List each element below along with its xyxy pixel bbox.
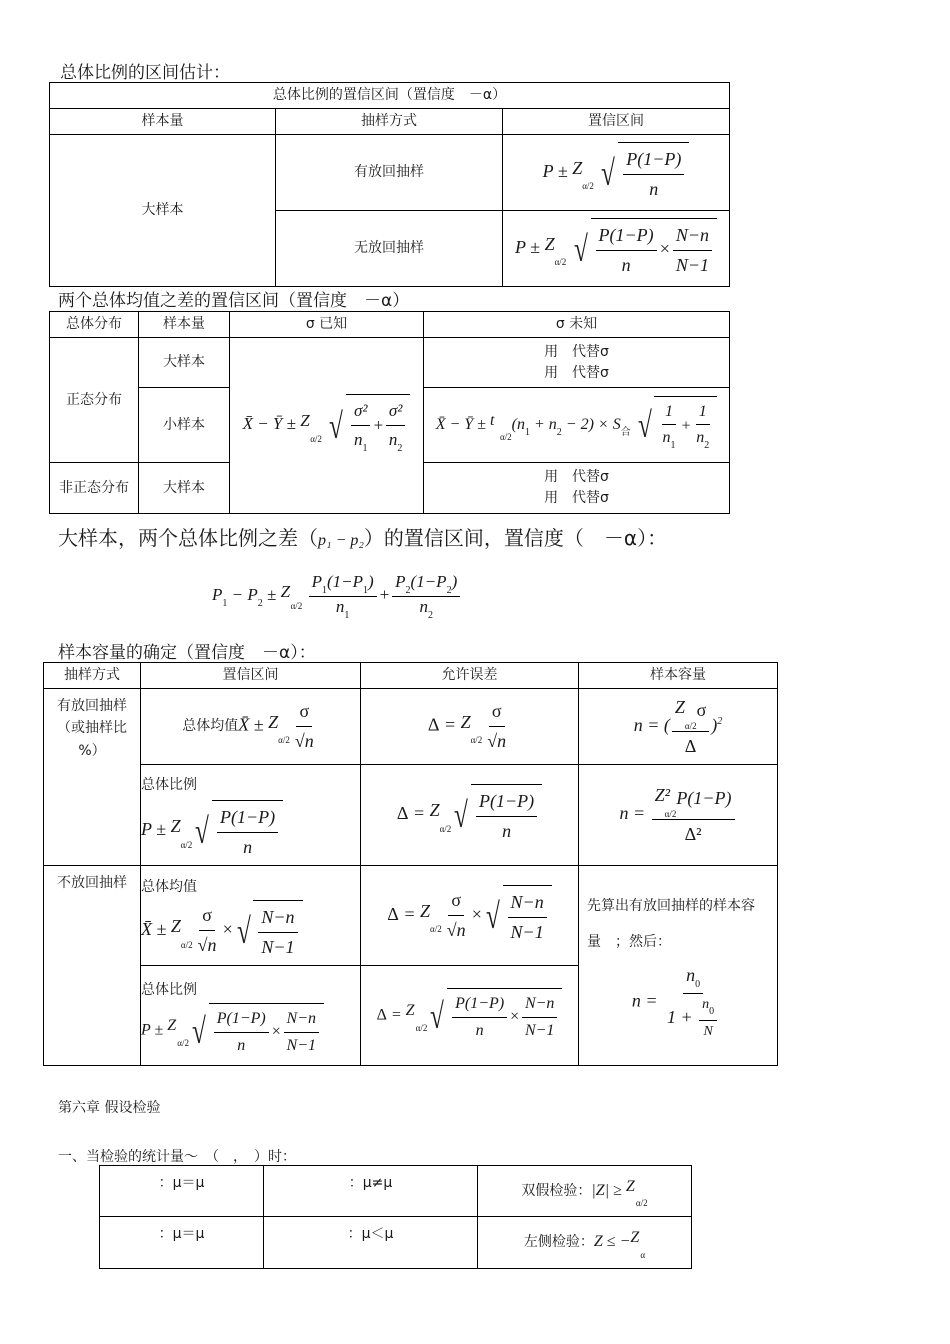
section2-title: 两个总体均值之差的置信区间（置信度 －α） [58,291,410,311]
formula-prop-diff: $P_1 - P_2 \pm Z$ α/2 $\frac{P_1(1-P_1)}{n_1}$ + $\frac{P_2(1-P_2)}{n_2}$ [212,585,462,604]
formula-mean-ci-nr: X̄ ± Z α/2 $\frac{\sigma}{√n}$ × √ $\frac{N-n}{N-1}$ [141,900,303,962]
table2-unknown-large-2 [423,462,730,514]
table4-prop-err [360,764,579,866]
chapter6-intro: 一、当检验的统计量～ （ ， ）时： [58,1149,296,1165]
formula-prop-err: Δ = Z α/2 √ $\frac{P(1-P)}{n}$ [397,784,542,846]
formula-mean-ci: X̄ ± Z α/2 $\frac{\sigma}{√n}$ [238,697,318,756]
table4-without-replacement: 不放回抽样 [43,865,141,1066]
section3-title-mid: p₁ − p₂ [318,532,364,549]
table1-header-method: 抽样方式 [275,108,503,135]
formula-prop-ci-2: P ± Z α/2 √ $\frac{P(1-P)}{n}$ [141,800,283,862]
formula-prop-ci-nr: P ± Z α/2 √ $\frac{P(1-P)}{n}$ × $\frac{N-n}{N-1}$ [515,218,717,280]
table4-mean-ci [140,688,361,765]
table1-large-sample: 大样本 [49,134,276,287]
table2-large-2: 大样本 [138,462,230,514]
table1-caption: 总体比例的置信区间（置信度 －α） [49,82,730,109]
table2-small: 小样本 [138,387,230,463]
ch6-row1-test [477,1165,692,1217]
ch6-row1-test-formula: |Z| ≥ Z α/2 [591,1177,648,1209]
formula-mean-n: n = ( Z α/2 σ Δ )$^2$ [634,693,723,761]
table2-header-unknown: σ 未知 [423,311,730,338]
table2-header-known: σ 已知 [229,311,424,338]
formula-prop-ci-nr: P ± Z α/2 √ $\frac{P(1-P)}{n}$ × $\frac{N-n}{N-1}$ [141,1003,324,1058]
table4-prop-n [578,764,778,866]
prop-label-2: 总体比例 [141,981,197,998]
section3-title [58,522,667,551]
table2-unknown-large-1 [423,337,730,388]
table1-formula-noreplace [502,210,730,287]
ch6-row2-test [477,1216,692,1269]
table2-header-sample: 样本量 [138,311,230,338]
chapter6-title: 第六章 假设检验 [58,1100,161,1116]
section1-title: 总体比例的区间估计： [60,63,230,83]
mean-label-2: 总体均值 [141,878,197,895]
table1-formula-replace [502,134,730,211]
formula-mean-diff-t: X̄ − Ȳ ± t α/2 $(n_1 + n_2 - 2) \times S_合$ √ $\frac{1}{n_1}$ + $\frac{1}{n_2}$ [436,396,718,455]
section3-formula [212,572,462,621]
ch6-row2-test-formula: Z ≤ −Z α [593,1229,646,1260]
table1-method-noreplace: 无放回抽样 [275,210,503,287]
table4-header-err: 允许误差 [360,662,579,689]
replace-text-2: 用 代替σ [544,364,609,381]
table4-prop-ci-nr [140,965,361,1066]
ch6-row1-h1: ：μ≠μ [263,1165,478,1217]
table4-n-nr [578,865,778,1066]
ch6-row2-test-label: 左侧检验： [523,1234,594,1251]
formula-prop-err-nr: Δ = Z α/2 √ $\frac{P(1-P)}{n}$ × $\frac{N-n}{N-1}$ [377,988,563,1043]
replace-text-4: 用 代替σ [544,490,609,506]
table4-mean-err-nr [360,865,579,966]
table4-header-method: 抽样方式 [43,662,141,689]
section3-title-b: ）的置信区间，置信度（ －α）： [363,526,668,550]
table4-mean-ci-nr [140,865,361,966]
formula-mean-err: Δ = Z α/2 $\frac{\sigma}{√n}$ [428,697,511,756]
replace-text-1: 用 代替σ [544,343,609,360]
table1-method-replace: 有放回抽样 [275,134,503,211]
table2-nonnormal: 非正态分布 [49,462,139,514]
formula-prop-n: n = Z² α/2 P(1−P) Δ² [620,781,737,849]
table4-header-n: 样本容量 [578,662,778,689]
formula-mean-err-nr: Δ = Z α/2 $\frac{\sigma}{√n}$ × √ $\frac{N-n}{N-1}$ [387,885,551,947]
replace-text-3: 用 代替σ [544,469,609,485]
ch6-row1-test-label: 双假检验： [521,1182,592,1199]
table4-with-replacement: 有放回抽样（或抽样比 %） [43,688,141,866]
prop-label-1: 总体比例 [141,777,197,793]
ch6-row1-h0: ：μ＝μ [99,1165,264,1217]
formula-n-nr: n = $n_0$ 1 + $\frac{n_0}{N}$ [632,961,724,1043]
formula-prop-ci: P ± Z α/2 √ $\frac{P(1-P)}{n}$ [543,142,690,204]
n-nr-note: 先算出有放回抽样的样本容量 ；然后： [587,897,755,951]
mean-label-1: 总体均值 [182,718,239,735]
ch6-row2-h1: ：μ＜μ [263,1216,478,1269]
table4-prop-ci [140,764,361,866]
section4-title: 样本容量的确定（置信度 －α）： [58,643,316,663]
table4-mean-n [578,688,778,765]
table2-header-dist: 总体分布 [49,311,139,338]
section3-title-a: 大样本，两个总体比例之差（ [58,526,318,550]
ch6-row2-h0: ：μ＝μ [99,1216,264,1269]
table2-large-1: 大样本 [138,337,230,388]
formula-mean-diff-known: X̄ − Ȳ ± Z α/2 √ $\frac{\text{σ²}}{n_1}$ + $\frac{\text{σ²}}{n_2}$ [243,394,411,456]
table1-header-ci: 置信区间 [502,108,730,135]
table4-mean-err [360,688,579,765]
table4-prop-err-nr [360,965,579,1066]
table2-unknown-small [423,387,730,463]
table1-header-sample: 样本量 [49,108,276,135]
table4-header-ci: 置信区间 [140,662,361,689]
table2-normal: 正态分布 [49,337,139,463]
table2-known-formula [229,337,424,514]
